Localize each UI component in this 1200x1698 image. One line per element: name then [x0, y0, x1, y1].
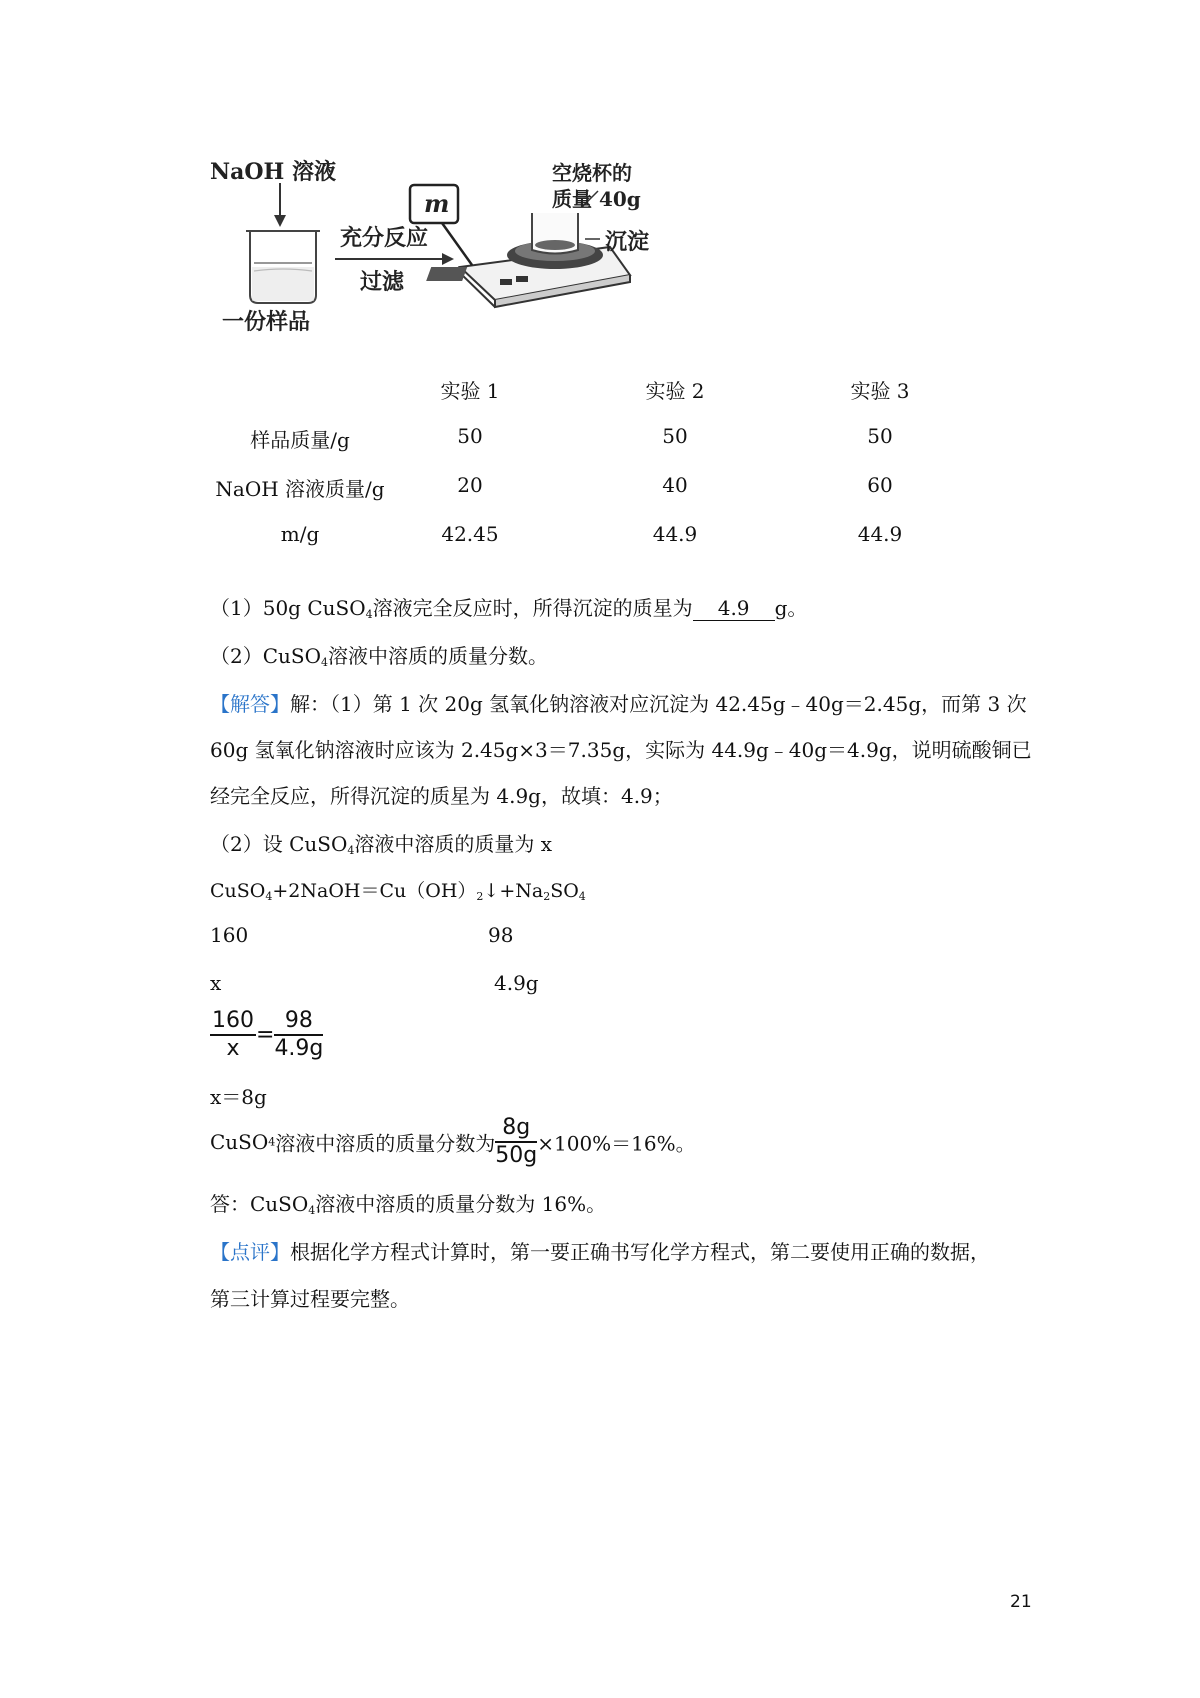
q1-suffix: g。 — [774, 596, 808, 620]
eq-cuso: CuSO — [210, 880, 266, 902]
table-row — [210, 473, 990, 503]
q2-prefix: （2）CuSO — [210, 644, 322, 668]
q1-answer-blank: 4.9 — [693, 596, 775, 621]
answer-subscript: 4 — [308, 1204, 316, 1217]
table-cell: 20 — [457, 473, 483, 497]
solution-line-1 — [210, 688, 1027, 717]
question-2 — [210, 640, 548, 669]
q1-subscript: 4 — [365, 608, 373, 621]
mass-m-label: m — [424, 189, 450, 218]
table-header-row — [210, 375, 990, 405]
precipitate-label: 沉淀 — [605, 229, 650, 255]
equals-sign: = — [256, 1022, 275, 1048]
naoh-label: NaOH 溶液 — [210, 159, 336, 185]
ratio-top-right: 98 — [488, 923, 514, 947]
line4-subscript: 4 — [347, 844, 355, 857]
table-row — [210, 522, 990, 552]
empty-beaker-label-2: 质量 40g — [552, 187, 641, 211]
mass-frac-subscript: 4 — [268, 1135, 276, 1149]
eq-subscript: 4 — [265, 890, 273, 903]
table-cell: m/g — [280, 522, 320, 546]
fraction-numerator: 160 — [210, 1008, 256, 1036]
q2-text: 溶液中溶质的质量分数。 — [328, 644, 549, 668]
eq-subscript: 2 — [476, 890, 484, 903]
experiment-figure — [210, 155, 700, 355]
fraction — [274, 1008, 323, 1062]
q2-subscript: 4 — [321, 656, 329, 669]
fraction-numerator: 8g — [495, 1115, 537, 1143]
comment-tag: 【点评】 — [210, 1240, 290, 1264]
solution-tag: 【解答】 — [210, 692, 290, 716]
mass-frac-text: 溶液中溶质的质量分数为 — [275, 1131, 496, 1156]
table-header-cell: 实验 2 — [645, 379, 705, 403]
table-header-cell: 实验 1 — [440, 379, 500, 403]
react-label: 充分反应 — [340, 225, 429, 251]
line4-text: 溶液中溶质的质量为 x — [354, 832, 553, 856]
solution-line-2: 60g 氢氧化钠溶液时应该为 2.45g×3＝7.35g，实际为 44.9g﹣40g＝4.9g，说明硫酸铜已 — [210, 738, 1032, 762]
solution-text: 解：（1）第 1 次 20g 氢氧化钠溶液对应沉淀为 42.45g﹣40g＝2.45g，而第 3 次 — [290, 692, 1027, 716]
table-cell: 50 — [662, 424, 688, 448]
answer-prefix: 答：CuSO — [210, 1192, 309, 1216]
x-result: x＝8g — [210, 1085, 267, 1109]
solution-line-4 — [210, 828, 552, 857]
line4-prefix: （2）设 CuSO — [210, 832, 348, 856]
table-cell: 42.45 — [441, 522, 499, 546]
comment-text: 根据化学方程式计算时，第一要正确书写化学方程式，第二要使用正确的数据， — [290, 1240, 990, 1264]
ratio-bottom-right: 4.9g — [494, 971, 539, 995]
q1-prefix: （1）50g CuSO — [210, 596, 366, 620]
sample-label: 一份样品 — [222, 309, 311, 335]
table-row — [210, 424, 990, 454]
empty-beaker-label-1: 空烧杯的 — [552, 161, 632, 185]
fraction-denominator: x — [226, 1036, 240, 1061]
table-header-cell: 实验 3 — [850, 379, 910, 403]
comment-line-1 — [210, 1236, 990, 1265]
precipitate-arrow-icon: ↓ — [483, 880, 500, 902]
fraction — [495, 1115, 537, 1169]
final-answer — [210, 1188, 606, 1217]
eq-so: SO — [550, 880, 579, 902]
fraction-numerator: 98 — [274, 1008, 323, 1036]
comment-line-2: 第三计算过程要完整。 — [210, 1287, 410, 1311]
q1-text: 溶液完全反应时，所得沉淀的质星为 — [372, 596, 693, 620]
mass-frac-suffix: ×100%＝16%。 — [537, 1131, 696, 1156]
fraction-denominator: 4.9g — [274, 1036, 324, 1061]
chemical-equation — [210, 876, 586, 903]
proportion-equation — [210, 1008, 323, 1062]
answer-text: 溶液中溶质的质量分数为 16%。 — [315, 1192, 607, 1216]
filter-label: 过滤 — [360, 269, 405, 295]
table-cell: 60 — [867, 473, 893, 497]
table-cell: 44.9 — [857, 522, 903, 546]
page-number: 21 — [1010, 1592, 1032, 1612]
ratio-bottom-left: x — [210, 971, 222, 995]
fraction-denominator: 50g — [495, 1143, 538, 1168]
question-1 — [210, 592, 807, 621]
eq-subscript: 4 — [578, 890, 586, 903]
eq-subscript: 2 — [543, 890, 551, 903]
fraction — [210, 1008, 256, 1062]
mass-frac-prefix: CuSO — [210, 1130, 269, 1154]
mass-fraction-line — [210, 1115, 696, 1169]
ratio-top-left: 160 — [210, 923, 249, 947]
solution-line-3: 经完全反应，所得沉淀的质星为 4.9g，故填：4.9； — [210, 784, 673, 808]
eq-mid: +2NaOH＝Cu（OH） — [272, 880, 477, 902]
eq-na: +Na — [499, 880, 544, 902]
table-cell: 44.9 — [652, 522, 698, 546]
table-cell: 样品质量/g — [250, 428, 350, 452]
table-cell: NaOH 溶液质量/g — [215, 477, 385, 501]
table-cell: 50 — [867, 424, 893, 448]
table-cell: 40 — [662, 473, 688, 497]
table-cell: 50 — [457, 424, 483, 448]
